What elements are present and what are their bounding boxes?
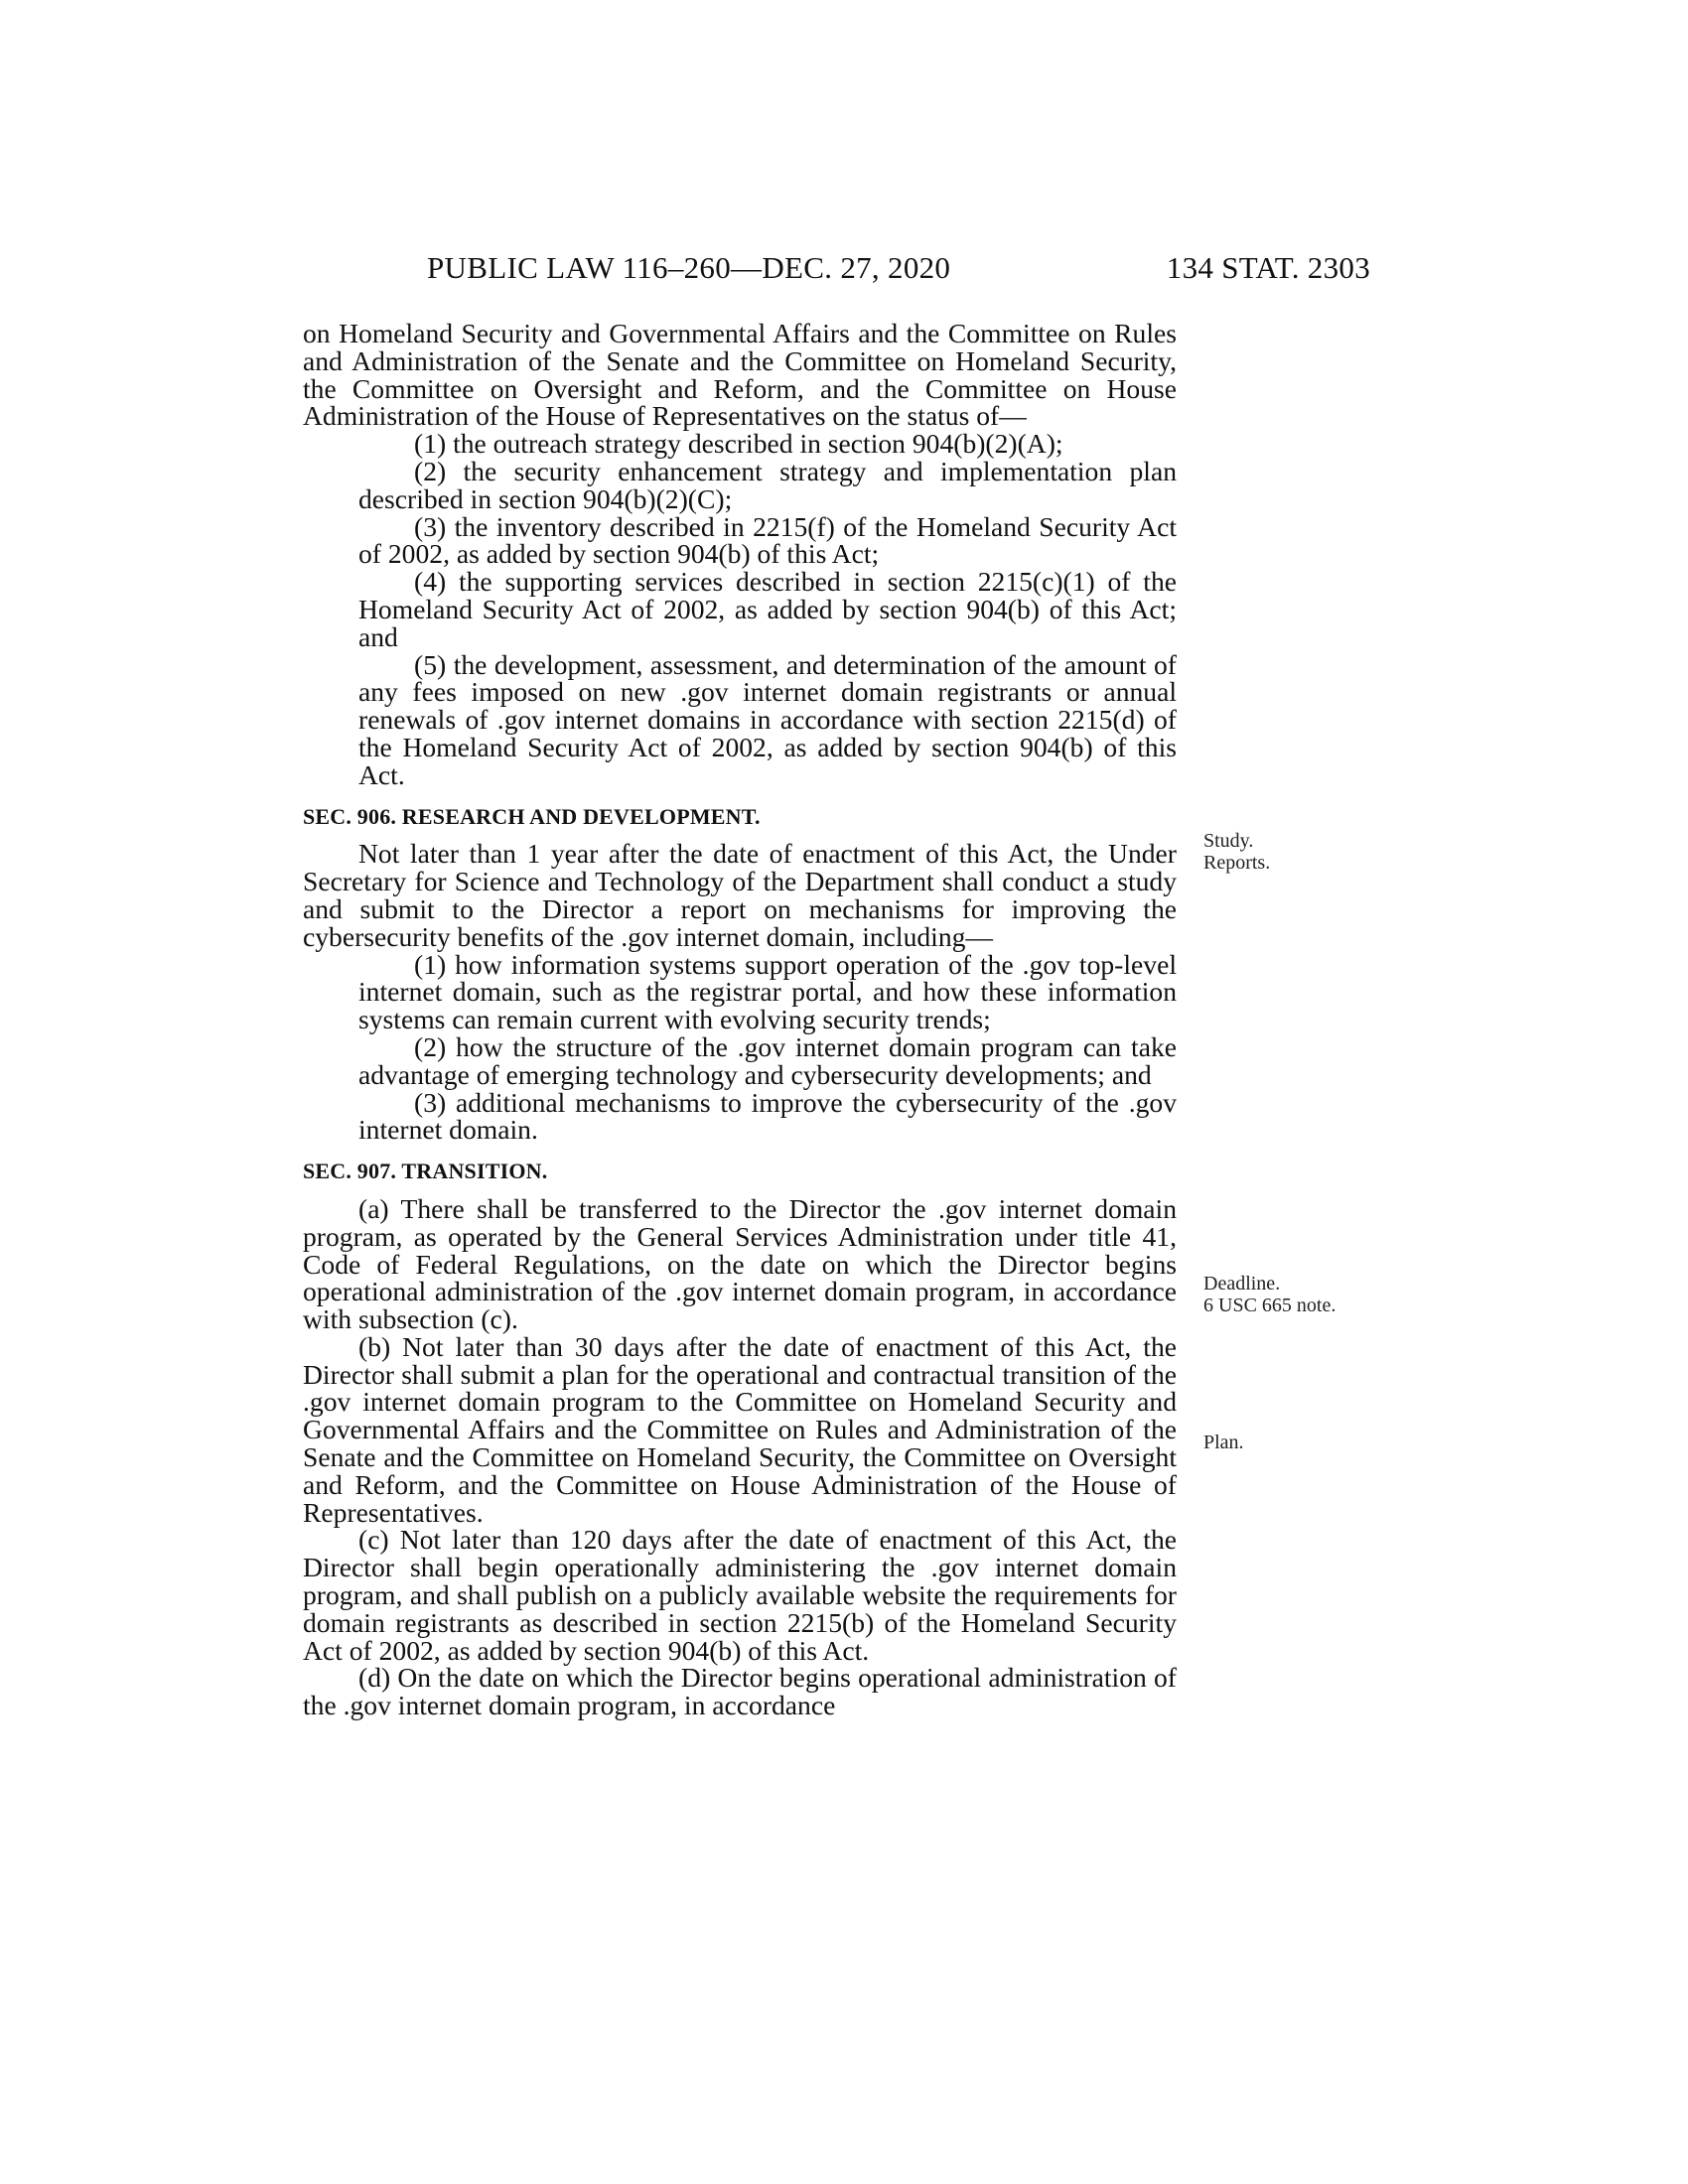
margin-note-deadline: Deadline.: [1203, 1273, 1281, 1295]
section-906-item-1: (1) how information systems support operation of the .gov top-level internet domain, such as the registrar portal, and how these information systems can remain current with evolving security trends;: [358, 948, 1177, 1035]
margin-note-reports: Reports.: [1203, 852, 1271, 874]
margin-note-study: Study.: [1203, 830, 1254, 852]
status-item-3: (3) the inventory described in 2215(f) of the Homeland Security Act of 2002, as added by section 904(b) of this Act;: [358, 510, 1177, 570]
status-item-1: (1) the outreach strategy described in section 904(b)(2)(A);: [414, 428, 1063, 460]
page-folio: 134 STAT. 2303: [1166, 250, 1370, 285]
section-907-para-a: (a) There shall be transferred to the Director the .gov internet domain program, as operated by the General Services Administration under title 41, Code of Federal Regulations, on the date on which the Director begins operational administration of the .gov internet domain program, in accordance with subsection (c).: [303, 1192, 1177, 1335]
law-title: PUBLIC LAW 116–260—DEC. 27, 2020: [427, 250, 951, 285]
status-item-5: (5) the development, assessment, and determination of the amount of any fees imposed on new .gov internet domain registrants or annual renewals of .gov internet domains in accordance with section 2215(d) of the Homeland Security Act of 2002, as added by section 904(b) of this Act.: [358, 648, 1177, 790]
section-907-para-d: (d) On the date on which the Director begins operational administration of the .gov internet domain program, in accordance: [303, 1662, 1177, 1721]
section-906-item-3: (3) additional mechanisms to improve the cybersecurity of the .gov internet domain.: [358, 1086, 1177, 1146]
section-906-heading: SEC. 906. RESEARCH AND DEVELOPMENT.: [303, 803, 761, 829]
section-906-item-2: (2) how the structure of the .gov internet domain program can take advantage of emerging technology and cybersecurity developments; and: [358, 1030, 1177, 1090]
section-907-heading: SEC. 907. TRANSITION.: [303, 1159, 548, 1184]
margin-note-plan: Plan.: [1203, 1432, 1244, 1453]
status-item-2: (2) the security enhancement strategy and implementation plan described in section 904(b)(2)(C);: [358, 455, 1177, 514]
intro-paragraph: on Homeland Security and Governmental Affairs and the Committee on Rules and Administration of the Senate and the Committee on Homeland Security, the Committee on Oversight and Reform, and the Committee on House Administration of the House of Representatives on the status of—: [303, 318, 1177, 432]
section-907-para-c: (c) Not later than 120 days after the date of enactment of this Act, the Director shall begin operationally administering the .gov internet domain program, and shall publish on a publicly available website the requirements for domain registrants as described in section 2215(b) of the Homeland Security Act of 2002, as added by section 904(b) of this Act.: [303, 1524, 1177, 1666]
section-907-para-b: (b) Not later than 30 days after the date of enactment of this Act, the Director shall submit a plan for the operational and contractual transition of the .gov internet domain program to the Committee on Homeland Security and Governmental Affairs and the Committee on Rules and Administration of the Senate and the Committee on Homeland Security, the Committee on Oversight and Reform, and the Committee on House Administration of the House of Representatives.: [303, 1330, 1177, 1528]
body-text: [303, 320, 1177, 1719]
margin-note-usc: 6 USC 665 note.: [1203, 1295, 1336, 1316]
status-item-4: (4) the supporting services described in section 2215(c)(1) of the Homeland Security Act of 2002, as added by section 904(b) of this Act; and: [358, 566, 1177, 652]
section-906-text: Not later than 1 year after the date of enactment of this Act, the Under Secretary for Science and Technology of the Department shall conduct a study and submit to the Director a report on mechanisms for improving the cybersecurity benefits of the .gov internet domain, including—: [303, 838, 1177, 952]
